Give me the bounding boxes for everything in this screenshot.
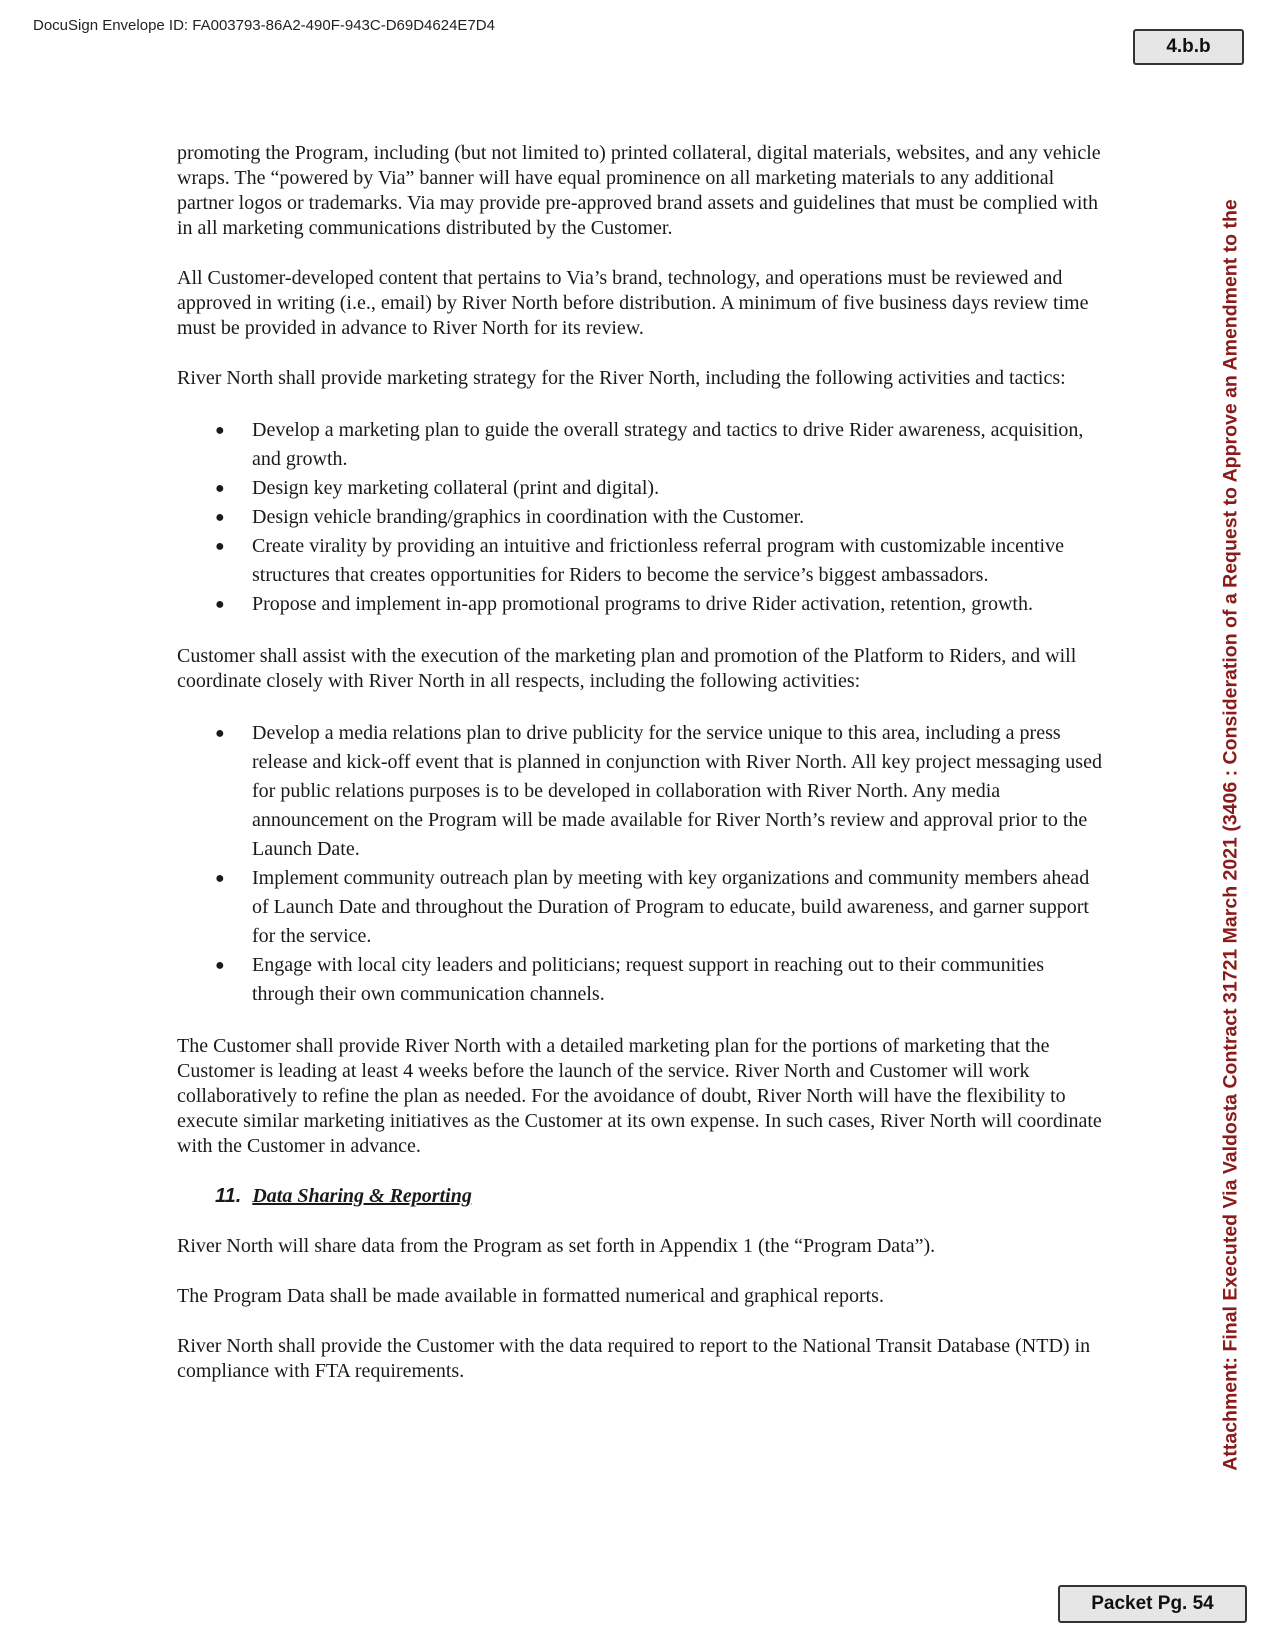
document-body: [177, 141, 1107, 1409]
bullet-icon: ●: [215, 480, 225, 497]
paragraph-content-approval: All Customer-developed content that pertains to Via’s brand, technology, and operations must be reviewed and approved in writing (i.e., email) by River North before distribution. A minimum of five business days review time must be provided in advance to River North for its review.: [177, 267, 1089, 339]
list-item: [177, 590, 1107, 619]
list-item: [177, 503, 1107, 532]
list-item-text: Develop a marketing plan to guide the overall strategy and tactics to drive Rider awareness, acquisition, and growth.: [252, 419, 1084, 470]
list-item: [177, 474, 1107, 503]
list-item: [177, 864, 1107, 951]
river-north-activities-list: [177, 416, 1107, 619]
section-number: 11.: [215, 1185, 242, 1207]
bullet-icon: ●: [215, 957, 225, 974]
list-item-text: Propose and implement in-app promotional programs to drive Rider activation, retention, growth.: [252, 593, 1033, 615]
paragraph-program-data: River North will share data from the Program as set forth in Appendix 1 (the “Program Data”).: [177, 1235, 936, 1257]
list-item: [177, 719, 1107, 864]
agenda-tag: 4.b.b: [1133, 29, 1244, 65]
bullet-icon: ●: [215, 870, 225, 887]
bullet-icon: ●: [215, 725, 225, 742]
list-item-text: Engage with local city leaders and politicians; request support in reaching out to their communities through their own communication channels.: [252, 954, 1045, 1005]
list-item: [177, 532, 1107, 590]
list-item-text: Develop a media relations plan to drive publicity for the service unique to this area, including a press release and kick-off event that is planned in conjunction with River North. All key project messaging used for public relations purposes is to be developed in collaboration with River North. Any media announcement on the Program will be made available for River North’s review and approval prior to the Launch Date.: [252, 722, 1102, 860]
list-item-text: Create virality by providing an intuitive and frictionless referral program with customizable incentive structures that creates opportunities for Riders to become the service’s biggest ambassadors.: [252, 535, 1064, 586]
list-item-text: Design vehicle branding/graphics in coordination with the Customer.: [252, 506, 805, 528]
paragraph-customer-assist: Customer shall assist with the execution of the marketing plan and promotion of the Platform to Riders, and will coordinate closely with River North in all respects, including the following activities:: [177, 645, 1077, 692]
list-item: [177, 951, 1107, 1009]
list-item: [177, 416, 1107, 474]
list-item-text: Implement community outreach plan by meeting with key organizations and community members ahead of Launch Date and throughout the Duration of Program to educate, build awareness, and garner support for the service.: [252, 867, 1090, 947]
paragraph-reports: The Program Data shall be made available in formatted numerical and graphical reports.: [177, 1285, 884, 1307]
section-heading: [215, 1184, 1107, 1209]
bullet-icon: ●: [215, 596, 225, 613]
side-note: Attachment: Final Executed Via Valdosta Contract 31721 March 2021 (3406 : Consideration of a Request to Approve an Amendment to the: [1219, 199, 1242, 1471]
packet-page-number: Packet Pg. 54: [1058, 1585, 1247, 1623]
paragraph-detailed-plan: The Customer shall provide River North with a detailed marketing plan for the portions of marketing that the Customer is leading at least 4 weeks before the launch of the service. River North and Customer will work collaboratively to refine the plan as needed. For the avoidance of doubt, River North will have the flexibility to execute similar marketing initiatives as the Customer at its own expense. In such cases, River North will coordinate with the Customer in advance.: [177, 1035, 1102, 1157]
paragraph-marketing-strategy: River North shall provide marketing strategy for the River North, including the following activities and tactics:: [177, 367, 1066, 389]
bullet-icon: ●: [215, 422, 225, 439]
envelope-id: DocuSign Envelope ID: FA003793-86A2-490F-943C-D69D4624E7D4: [33, 17, 495, 34]
section-title: Data Sharing & Reporting: [252, 1185, 472, 1207]
bullet-icon: ●: [215, 538, 225, 555]
side-note-container: [1216, 150, 1246, 1520]
bullet-icon: ●: [215, 509, 225, 526]
paragraph-promotion: promoting the Program, including (but not limited to) printed collateral, digital materials, websites, and any vehicle wraps. The “powered by Via” banner will have equal prominence on all marketing materials to any additional partner logos or trademarks. Via may provide pre-approved brand assets and guidelines that must be complied with in all marketing communications distributed by the Customer.: [177, 142, 1101, 239]
paragraph-ntd: River North shall provide the Customer with the data required to report to the National Transit Database (NTD) in compliance with FTA requirements.: [177, 1335, 1091, 1382]
list-item-text: Design key marketing collateral (print and digital).: [252, 477, 660, 499]
customer-activities-list: [177, 719, 1107, 1009]
